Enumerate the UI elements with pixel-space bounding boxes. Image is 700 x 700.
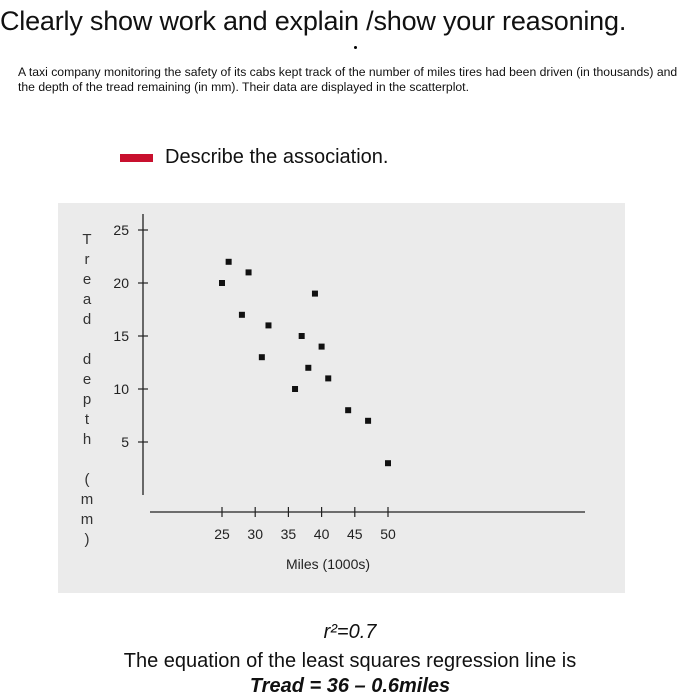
data-point — [226, 259, 232, 265]
y-tick-label: 5 — [121, 434, 129, 450]
data-point — [292, 386, 298, 392]
regression-equation: Tread = 36 – 0.6miles — [249, 675, 451, 697]
data-point — [365, 418, 371, 424]
data-point — [325, 375, 331, 381]
r-squared: r²=0.7 — [323, 621, 377, 643]
data-point — [312, 291, 318, 297]
data-point — [305, 365, 311, 371]
page-heading: Clearly show work and explain /show your reasoning. — [0, 6, 627, 36]
data-point — [319, 344, 325, 350]
equation-intro: The equation of the least squares regression line is — [123, 650, 577, 672]
y-tick-label: 25 — [113, 222, 129, 238]
data-point — [259, 354, 265, 360]
data-point — [265, 322, 271, 328]
x-tick-label: 45 — [347, 526, 363, 542]
x-tick-label: 35 — [280, 526, 297, 542]
problem-intro: A taxi company monitoring the safety of its cabs kept track of the number of miles tires had been driven (in thousands) and the depth of the tread remaining (in mm). Their data are displayed in the scatterplot. — [18, 65, 678, 94]
data-point — [385, 460, 391, 466]
y-tick-label: 20 — [113, 275, 129, 291]
y-axis-title: T r e a d d e p t h ( m m ) — [80, 231, 94, 548]
y-tick-label: 15 — [113, 328, 129, 344]
data-point — [299, 333, 305, 339]
x-tick-label: 50 — [380, 526, 396, 542]
data-point — [246, 269, 252, 275]
y-tick-label: 10 — [113, 381, 129, 397]
x-tick-label: 40 — [313, 526, 330, 542]
data-point — [345, 407, 351, 413]
data-point — [239, 312, 245, 318]
task-text: Describe the association. — [165, 146, 389, 168]
x-axis-title: Miles (1000s) — [285, 556, 371, 572]
x-tick-label: 25 — [214, 526, 230, 542]
data-point — [219, 280, 225, 286]
x-tick-label: 30 — [247, 526, 263, 542]
